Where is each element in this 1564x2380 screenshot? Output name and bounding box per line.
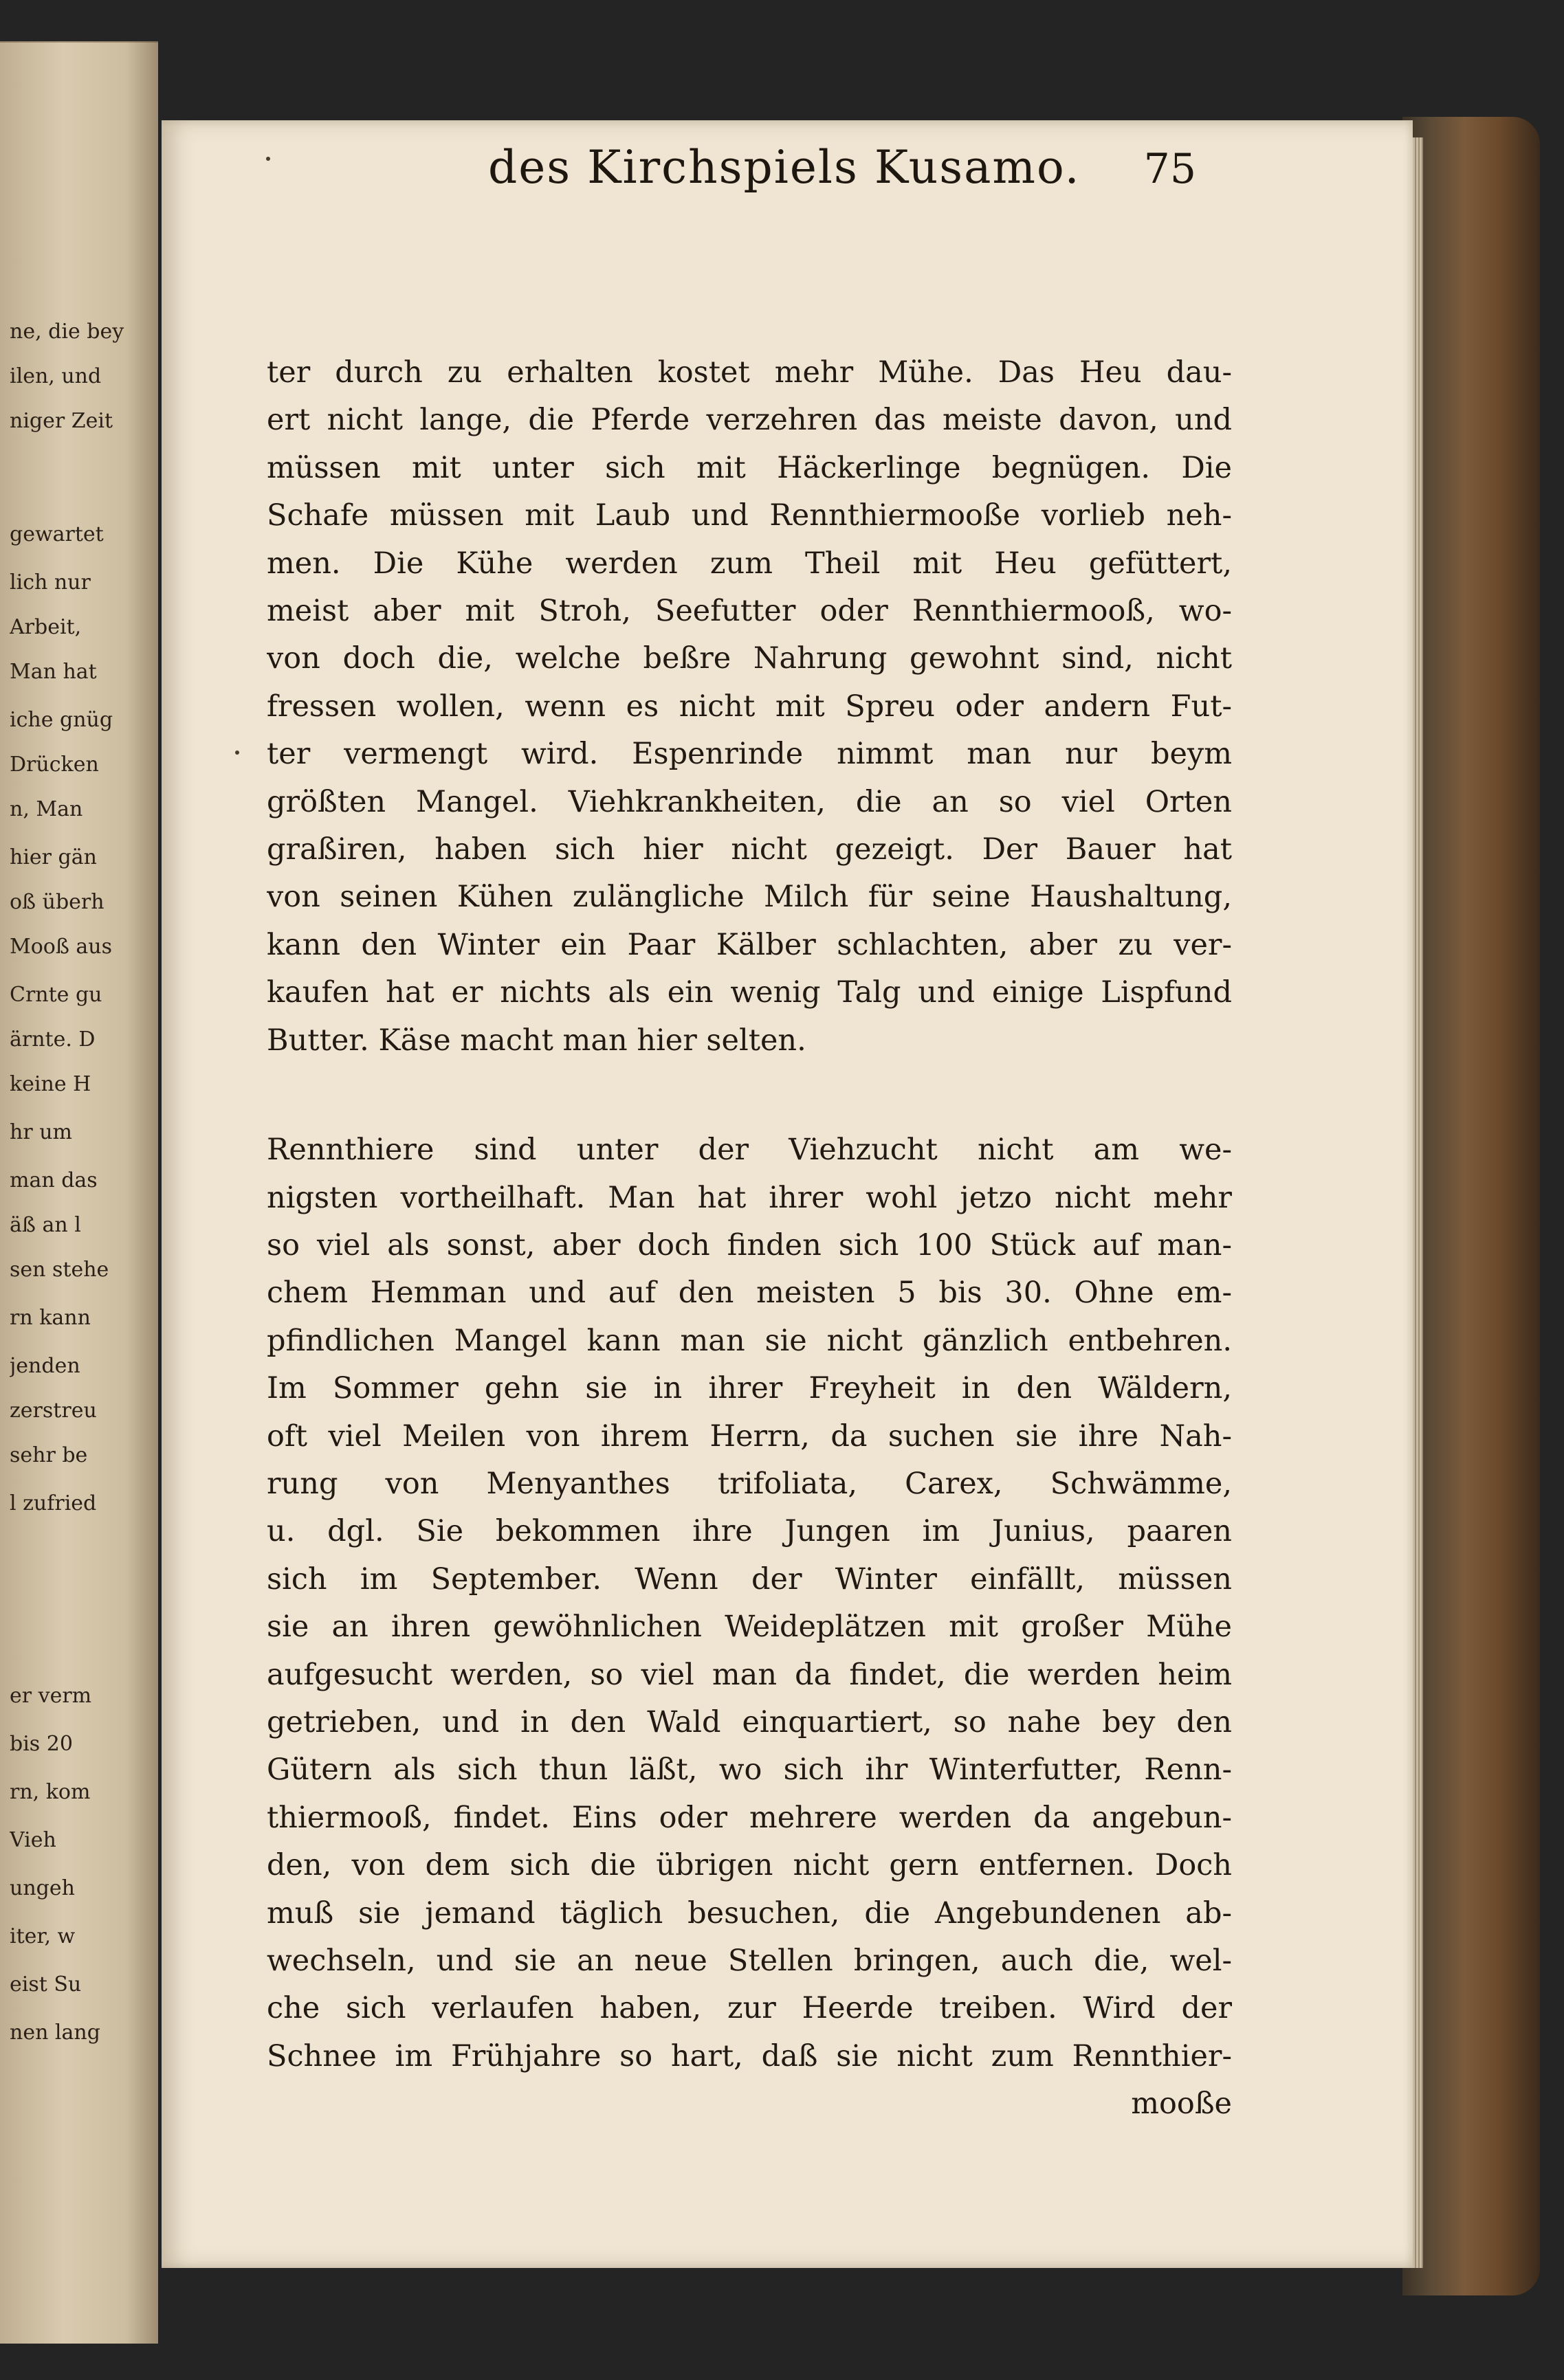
text-line: Schnee im Frühjahre so hart, daß sie nicht zum Rennthier-: [267, 2038, 1232, 2073]
left-page-text-fragment: er verm: [10, 1684, 92, 1708]
text-line: u. dgl. Sie bekommen ihre Jungen im Junius, paaren: [267, 1514, 1232, 1549]
text-line: den, von dem sich die übrigen nicht gern entfernen. Doch: [267, 1848, 1232, 1883]
text-line: Schafe müssen mit Laub und Rennthiermooße vorlieb neh-: [267, 498, 1232, 533]
left-page-text-fragment: bis 20: [10, 1732, 73, 1756]
text-line: sie an ihren gewöhnlichen Weideplätzen mit großer Mühe: [267, 1610, 1232, 1645]
text-line: oft viel Meilen von ihrem Herrn, da suchen sie ihre Nah-: [267, 1419, 1232, 1454]
text-line: fressen wollen, wenn es nicht mit Spreu oder andern Fut-: [267, 689, 1232, 724]
left-page-text-fragment: rn kann: [10, 1306, 91, 1330]
left-page-text-fragment: keine H: [10, 1072, 91, 1096]
text-line: nigsten vortheilhaft. Man hat ihrer wohl jetzo nicht mehr: [267, 1180, 1232, 1215]
text-line: rung von Menyanthes trifoliata, Carex, Schwämme,: [267, 1466, 1232, 1501]
page-edge: [0, 41, 158, 43]
left-page-text-fragment: Drücken: [10, 753, 99, 777]
text-line: ert nicht lange, die Pferde verzehren das meiste davon, und: [267, 403, 1232, 438]
left-page-text-fragment: ungeh: [10, 1876, 75, 1900]
text-line: graßiren, haben sich hier nicht gezeigt. Der Bauer hat: [267, 832, 1232, 867]
text-line: pfindlichen Mangel kann man sie nicht gänzlich entbehren.: [267, 1323, 1232, 1358]
left-page-text-fragment: l zufried: [10, 1491, 97, 1515]
text-line: Butter. Käse macht man hier selten.: [267, 1023, 806, 1058]
text-line: thiermooß, findet. Eins oder mehrere werden da angebun-: [267, 1800, 1232, 1835]
text-line: ter vermengt wird. Espenrinde nimmt man nur beym: [267, 737, 1232, 772]
paragraph-gap: [267, 1065, 1232, 1126]
left-page-text-fragment: ne, die bey: [10, 320, 124, 344]
left-page-text-fragment: Arbeit,: [10, 615, 82, 639]
text-line: Im Sommer gehn sie in ihrer Freyheit in den Wäldern,: [267, 1371, 1232, 1406]
text-line: muß sie jemand täglich besuchen, die Angebundenen ab-: [267, 1895, 1232, 1931]
left-page-text-fragment: sen stehe: [10, 1258, 109, 1282]
left-page-text-fragment: oß überh: [10, 890, 104, 914]
left-page-text-fragment: jenden: [10, 1354, 80, 1378]
left-page-text-fragment: iche gnüg: [10, 708, 113, 732]
text-line: kann den Winter ein Paar Kälber schlachten, aber zu ver-: [267, 927, 1232, 962]
paragraph: [267, 1126, 1232, 2080]
text-line: von seinen Kühen zulängliche Milch für seine Haushaltung,: [267, 880, 1232, 915]
text-line: meist aber mit Stroh, Seefutter oder Rennthiermooß, wo-: [267, 594, 1232, 629]
text-line: sich im September. Wenn der Winter einfällt, müssen: [267, 1561, 1232, 1597]
running-title: des Kirchspiels Kusamo.: [488, 141, 1081, 194]
left-page-text-fragment: sehr be: [10, 1443, 88, 1467]
text-line: müssen mit unter sich mit Häckerlinge begnügen. Die: [267, 450, 1232, 485]
ink-speck: [266, 157, 270, 161]
left-page-text-fragment: n, Man: [10, 797, 83, 821]
left-page-text-fragment: hr um: [10, 1120, 72, 1144]
ink-speck: [235, 750, 239, 755]
left-page-text-fragment: ilen, und: [10, 364, 102, 388]
text-line: men. Die Kühe werden zum Theil mit Heu gefüttert,: [267, 546, 1232, 581]
text-line: ter durch zu erhalten kostet mehr Mühe. Das Heu dau-: [267, 355, 1232, 390]
text-line: von doch die, welche beßre Nahrung gewohnt sind, nicht: [267, 641, 1232, 676]
catchword: mooße: [1131, 2087, 1232, 2122]
left-facing-page: [0, 41, 158, 2344]
text-line: che sich verlaufen haben, zur Heerde treiben. Wird der: [267, 1991, 1232, 2026]
body-text: [267, 349, 1232, 2128]
text-line: wechseln, und sie an neue Stellen bringen, auch die, wel-: [267, 1944, 1232, 1978]
left-page-text-fragment: rn, kom: [10, 1780, 91, 1804]
left-page-text-fragment: lich nur: [10, 570, 91, 594]
page-header: [323, 141, 1196, 223]
left-page-text-fragment: iter, w: [10, 1924, 76, 1948]
text-line: Gütern als sich thun läßt, wo sich ihr Winterfutter, Renn-: [267, 1753, 1232, 1788]
page-number: 75: [1143, 145, 1196, 193]
text-line: größten Mangel. Viehkrankheiten, die an so viel Orten: [267, 784, 1232, 819]
catchword-line: [267, 2080, 1232, 2128]
left-page-text-fragment: eist Su: [10, 1972, 82, 1997]
left-page-text-fragment: äß an l: [10, 1213, 81, 1237]
left-page-text-fragment: ärnte. D: [10, 1027, 96, 1052]
book-cover-edge: [1402, 117, 1540, 2295]
left-page-text-fragment: Mooß aus: [10, 935, 113, 959]
left-page-text-fragment: Man hat: [10, 660, 97, 684]
text-line: chem Hemman und auf den meisten 5 bis 30. Ohne em-: [267, 1276, 1232, 1311]
left-page-text-fragment: Crnte gu: [10, 983, 102, 1007]
text-line: aufgesucht werden, so viel man da findet, die werden heim: [267, 1657, 1232, 1692]
left-page-text-fragment: gewartet: [10, 522, 104, 546]
text-line: Rennthiere sind unter der Viehzucht nicht am we-: [267, 1133, 1232, 1168]
text-line: so viel als sonst, aber doch finden sich 100 Stück auf man-: [267, 1227, 1232, 1263]
left-page-text-fragment: nen lang: [10, 2021, 100, 2045]
left-page-text-fragment: hier gän: [10, 845, 97, 869]
left-page-text-fragment: zerstreu: [10, 1399, 97, 1423]
left-page-text-fragment: niger Zeit: [10, 409, 113, 433]
text-line: kaufen hat er nichts als ein wenig Talg und einige Lispfund: [267, 975, 1232, 1010]
paragraph: [267, 349, 1232, 1065]
text-line: getrieben, und in den Wald einquartiert, so nahe bey den: [267, 1704, 1232, 1739]
left-page-text-fragment: Vieh: [10, 1828, 56, 1852]
left-page-text-fragment: man das: [10, 1168, 98, 1192]
